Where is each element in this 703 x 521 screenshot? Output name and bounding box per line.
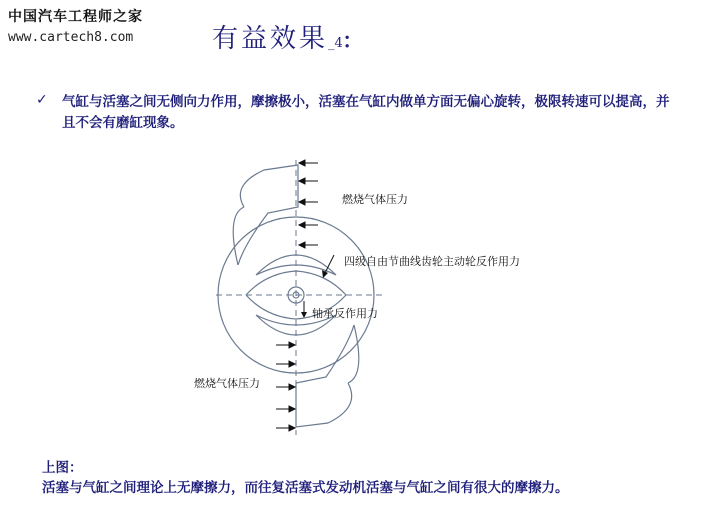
site-url[interactable]: www.cartech8.com [8, 30, 134, 45]
label-bottom-pressure: 燃烧气体压力 [194, 377, 260, 390]
upper-piston-lobe [238, 165, 298, 265]
checkmark-icon: ✓ [36, 92, 48, 108]
piston-force-diagram [186, 155, 586, 445]
title-colon: : [342, 24, 355, 54]
site-logo-text: 中国汽车工程师之家 [8, 9, 143, 25]
page-title [212, 18, 355, 55]
title-sub: _4 [328, 36, 343, 51]
bottom-pressure-arrows [276, 342, 295, 431]
title-main: 有益效果 [212, 24, 329, 54]
bullet-point [36, 92, 676, 134]
label-gear-reaction: 四级自由节曲线齿轮主动轮反作用力 [344, 255, 520, 268]
lower-piston-lobe [296, 325, 354, 427]
label-bearing-reaction: 轴承反作用力 [312, 307, 378, 320]
top-pressure-arrows [299, 160, 318, 248]
label-top-pressure: 燃烧气体压力 [342, 193, 408, 206]
bullet-text: 气缸与活塞之间无侧向力作用，摩擦极小，活塞在气缸内做单方面无偏心旋转，极限转速可以提高，并且不会有磨缸现象。 [62, 94, 670, 131]
caption-text: 活塞与气缸之间理论上无摩擦力，而往复活塞式发动机活塞与气缸之间有很大的摩擦力。 [42, 480, 569, 496]
caption-label: 上图： [42, 460, 83, 476]
